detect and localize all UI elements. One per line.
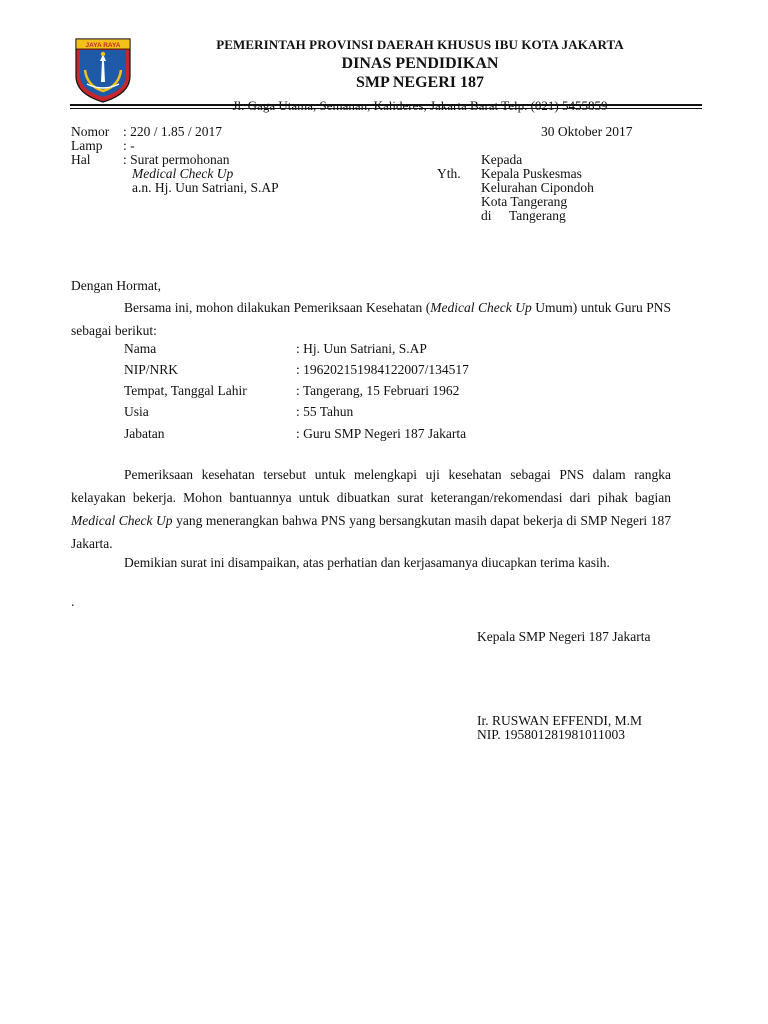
letterhead-school-line: SMP NEGERI 187 xyxy=(355,73,484,91)
nomor-value: : 220 / 1.85 / 2017 xyxy=(123,124,223,139)
detail-value: : Guru SMP Negeri 187 Jakarta xyxy=(296,426,467,441)
salutation: Dengan Hormat, xyxy=(71,278,161,293)
detail-label: Tempat, Tanggal Lahir xyxy=(124,383,247,398)
signature-nip: NIP. 195801281981011003 xyxy=(477,727,626,742)
paragraph-intro-part2: Umum) untuk Guru PNS sebagai berikut: xyxy=(71,300,671,338)
paragraph-purpose-part2: yang menerangkan bahwa PNS yang bersangkutan masih dapat bekerja di SMP Negeri 187 Jakarta. xyxy=(71,513,671,551)
recipient-line1: Kepala Puskesmas xyxy=(481,166,582,181)
jakarta-coat-of-arms-logo xyxy=(73,36,133,104)
detail-label: Jabatan xyxy=(124,426,165,441)
letterhead xyxy=(150,37,690,114)
paragraph-intro-italic: Medical Check Up xyxy=(430,300,532,315)
letterhead-government-line: PEMERINTAH PROVINSI DAERAH KHUSUS IBU KOTA JAKARTA xyxy=(216,37,624,52)
letter-date: 30 Oktober 2017 xyxy=(541,124,633,139)
recipient-kepada: Kepada xyxy=(481,152,523,167)
detail-label: NIP/NRK xyxy=(124,362,179,377)
detail-value: : 55 Tahun xyxy=(296,404,354,419)
logo-motto-text: JAYA RAYA xyxy=(85,42,121,49)
recipient-line2: Kelurahan Cipondoh xyxy=(481,180,594,195)
stray-period: . xyxy=(71,594,75,609)
detail-label: Usia xyxy=(124,404,149,419)
letterhead-address: Jl. Gaga Utama, Semanan, Kalideres, Jakarta Barat Telp. (021) 5455859 xyxy=(232,97,608,113)
letterhead-thick-rule xyxy=(70,104,702,106)
hal-subject-name: a.n. Hj. Uun Satriani, S.AP xyxy=(132,180,279,195)
paragraph-closing: Demikian surat ini disampaikan, atas perhatian dan kerjasamanya diucapkan terima kasih. xyxy=(124,555,610,570)
paragraph-intro-part1: Bersama ini, mohon dilakukan Pemeriksaan Kesehatan ( xyxy=(124,300,431,315)
signature-name: Ir. RUSWAN EFFENDI, M.M xyxy=(477,713,643,728)
recipient-place: Tangerang xyxy=(509,208,566,223)
detail-value: : Tangerang, 15 Februari 1962 xyxy=(296,383,460,398)
recipient-line3: Kota Tangerang xyxy=(481,194,568,209)
lamp-label: Lamp xyxy=(71,138,103,153)
letterhead-thin-rule xyxy=(70,108,702,109)
paragraph-purpose-part1: Pemeriksaan kesehatan tersebut untuk melengkapi uji kesehatan sebagai PNS dalam rangka kelayakan bekerja. Mohon bantuannya untuk dibuatkan surat keterangan/rekomendasi dari pihak bagian xyxy=(71,467,671,505)
detail-value: : Hj. Uun Satriani, S.AP xyxy=(296,341,427,356)
letterhead-department-line: DINAS PENDIDIKAN xyxy=(341,54,499,72)
signature-title: Kepala SMP Negeri 187 Jakarta xyxy=(477,629,651,644)
paragraph-purpose-italic: Medical Check Up xyxy=(71,513,173,528)
nomor-label: Nomor xyxy=(71,124,110,139)
hal-subject-italic: Medical Check Up xyxy=(132,166,234,181)
recipient-yth: Yth. xyxy=(437,166,461,181)
lamp-value: : - xyxy=(123,138,135,153)
paragraph-intro xyxy=(71,296,671,342)
hal-value: : Surat permohonan xyxy=(123,152,230,167)
hal-label: Hal xyxy=(71,152,91,167)
detail-value: : 196202151984122007/134517 xyxy=(296,362,469,377)
recipient-di: di xyxy=(481,208,492,223)
paragraph-purpose xyxy=(71,463,671,555)
detail-label: Nama xyxy=(124,341,157,356)
